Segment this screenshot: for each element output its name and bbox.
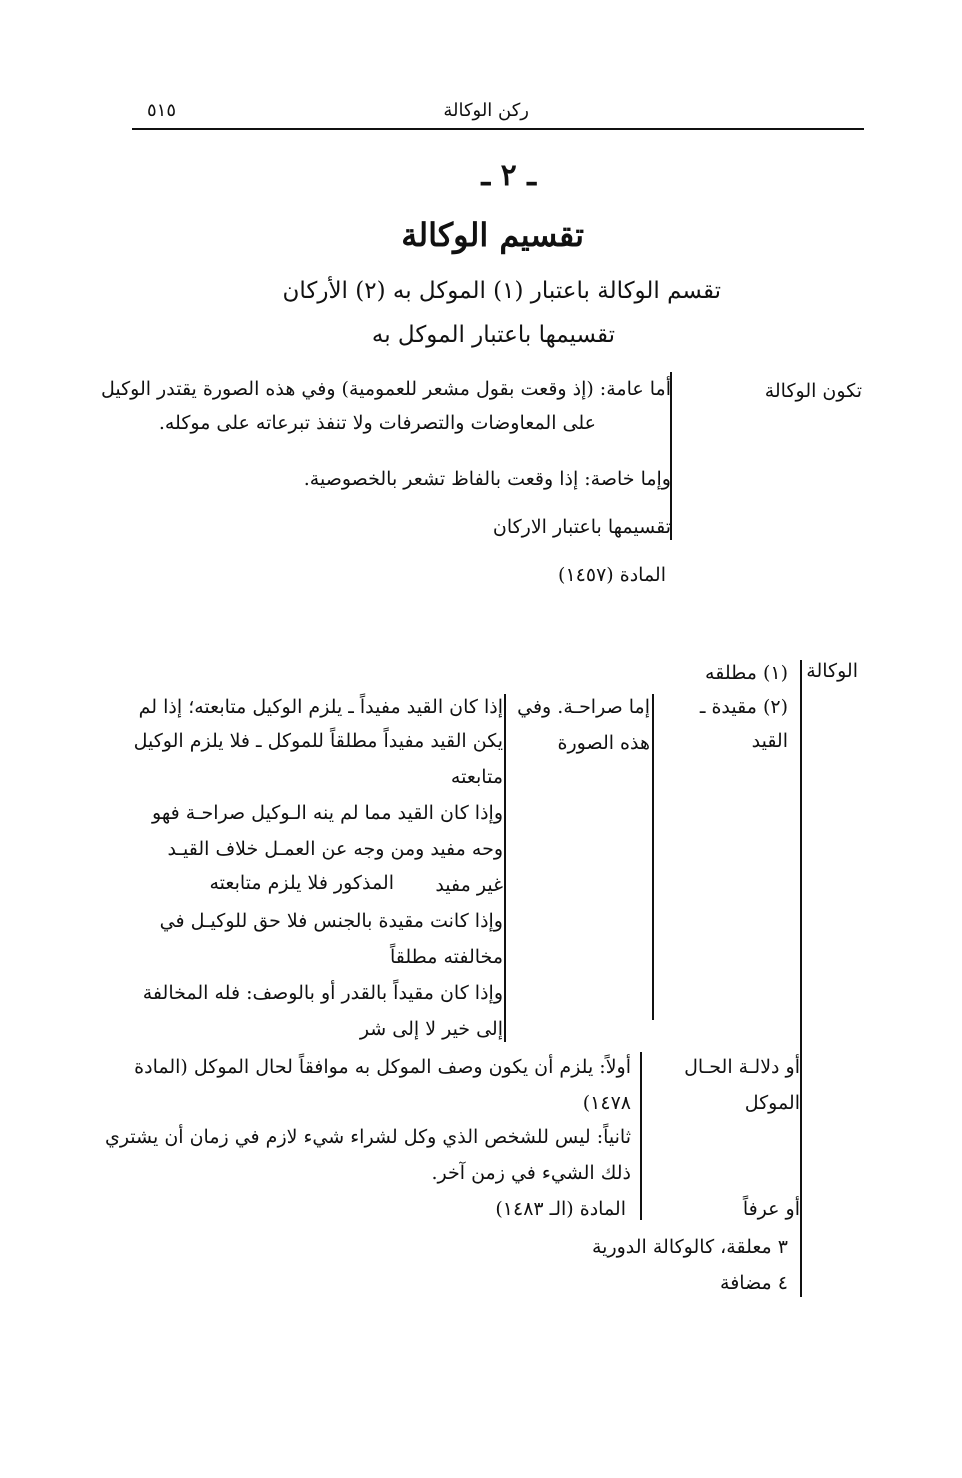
explicit-line-1: إذا كان القيد مفيداً ـ يلزم الوكيل متابعته؛ إذا لم <box>138 696 503 718</box>
explicit-line-10: وإذا كان مقيداً بالقدر أو بالوصف: فله المخالفة <box>142 982 503 1004</box>
diagram2-item2-b: القيد <box>751 730 788 752</box>
circumstance-b: الموكل <box>744 1092 800 1114</box>
circumstance-a: أو دلالـة الحـال <box>684 1056 800 1078</box>
explicit-a: إما صراحـة. وفي <box>517 696 650 718</box>
diagram1-general-2: على المعاوضات والتصرفات ولا تنفذ تبرعاته على موكله. <box>158 412 596 434</box>
diagram1-root: تكون الوكالة <box>764 380 862 402</box>
explicit-line-3: متابعته <box>450 766 503 788</box>
section-title: تقسيم الوكالة <box>401 216 584 254</box>
diagram2-item1: (١) مطلقه <box>705 662 788 684</box>
explicit-line-9: مخالفته مطلقاً <box>389 946 503 968</box>
explicit-line-2: يكن القيد مفيداً مطلقاً للموكل ـ فلا يلزم الوكيل <box>133 730 503 752</box>
circumstance-line-4: ذلك الشيء في زمن آخر. <box>431 1162 631 1184</box>
circumstance-line-3: ثانياً: ليس للشخص الذي وكل لشراء شيء لازم في زمان أن يشتري <box>104 1126 631 1148</box>
section-number: ـ ٢ ـ <box>481 158 536 193</box>
explicit-detail-brace <box>504 694 506 1042</box>
explicit-line-11: إلى خير لا إلى شر <box>359 1018 503 1040</box>
explicit-line-4: وإذا كان القيد مما لم ينه الـوكيل صراحـة فهو <box>152 802 503 824</box>
diagram1-pillars: تقسيمها باعتبار الاركان <box>492 516 671 538</box>
explicit-b: هذه الصورة <box>557 732 650 754</box>
circumstance-line-2: ١٤٧٨) <box>582 1092 631 1114</box>
diagram2-root: الوكالة <box>806 660 858 682</box>
section-subtitle-2: تقسيمها باعتبار الموكل به <box>371 322 615 348</box>
explicit-line-7: المذكور فلا يلزم متابعته <box>209 872 394 894</box>
header-rule <box>132 128 864 130</box>
explicit-brace <box>652 694 654 1020</box>
circumstance-line-5: المادة (الـ ١٤٨٣) <box>495 1198 626 1220</box>
explicit-line-8: وإذا كانت مقيدة بالجنس فلا حق للوكيـل في <box>159 910 503 932</box>
section-subtitle-1: تقسم الوكالة باعتبار (١) الموكل به (٢) الأركان <box>282 278 721 304</box>
diagram1-article: المادة (١٤٥٧) <box>558 564 666 586</box>
running-title: ركن الوكالة <box>443 100 529 121</box>
diagram1-general-1: أما عامة: (إذ وقعت بقول مشعر للعمومية) وفي هذه الصورة يقتدر الوكيل <box>100 378 671 400</box>
circumstance-line-1: أولاً: يلزم أن يكون وصف الموكل به موافقاً لحال الموكل (المادة <box>134 1056 631 1078</box>
diagram2-item4: ٤ مضافة <box>720 1272 788 1294</box>
diagram2-brace <box>800 660 802 1297</box>
page-number: ٥١٥ <box>146 100 176 121</box>
diagram2-item3: ٣ معلقة، كالوكالة الدورية <box>591 1236 788 1258</box>
diagram1-special: وإما خاصة: إذا وقعت بالفاظ تشعر بالخصوصية. <box>303 468 671 490</box>
explicit-line-6: غير مفيد <box>435 874 503 896</box>
explicit-line-5: وحه مفيد ومن وجه عن العمـل خلاف القيـد <box>167 838 503 860</box>
circumstance-brace <box>640 1052 642 1220</box>
custom-branch: أو عرفاً <box>742 1198 800 1220</box>
diagram2-item2-a: (٢) مقيدة ـ <box>699 696 788 718</box>
